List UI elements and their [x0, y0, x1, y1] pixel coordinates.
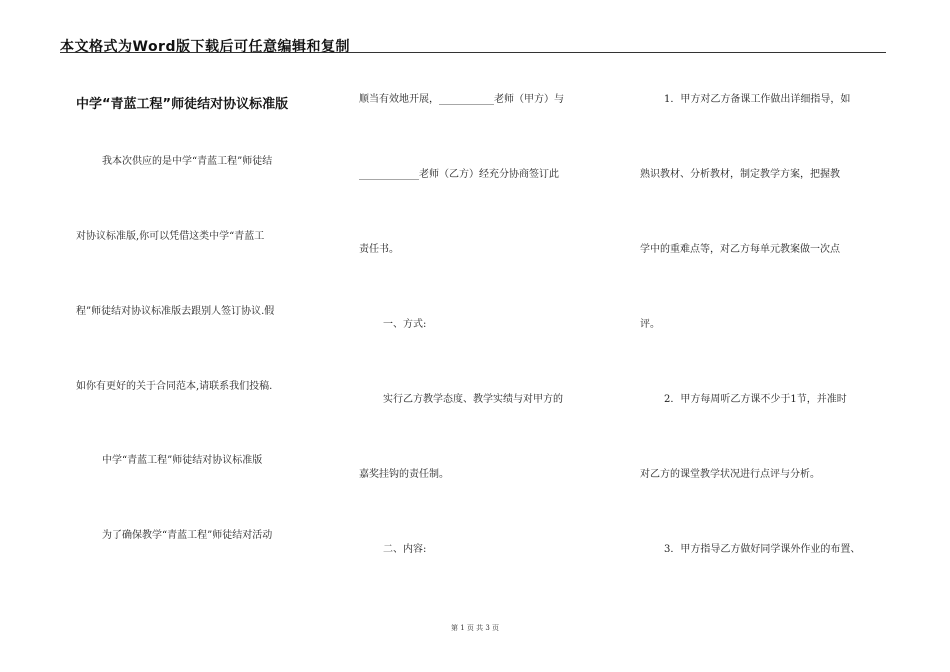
col3-line-2: 熟识教材、分析教材，制定教学方案，把握教 — [640, 169, 840, 180]
col2-line-6: 嘉奖挂钩的责任制。 — [359, 469, 449, 480]
col2-line-2: ____________老师（乙方）经充分协商签订此 — [359, 169, 559, 180]
header-rule — [60, 52, 886, 53]
col3-line-5: 2．甲方每周听乙方课不少于1节，并准时 — [664, 394, 847, 405]
col1-line-3: 程”师徒结对协议标准版去跟别人签订协议.假 — [76, 306, 275, 317]
col3-line-7: 3．甲方指导乙方做好同学课外作业的布置、 — [664, 544, 861, 555]
col2-line-1: 顺当有效地开展，___________老师（甲方）与 — [359, 94, 564, 105]
col1-line-1: 我本次供应的是中学“青蓝工程”师徒结 — [102, 156, 273, 167]
col1-line-6: 为了确保教学“青蓝工程”师徒结对活动 — [102, 530, 273, 541]
col2-section-content: 二、内容: — [383, 544, 427, 555]
col3-line-4: 评。 — [640, 319, 660, 330]
document-title: 中学“青蓝工程”师徒结对协议标准版 — [76, 97, 289, 112]
col1-line-5: 中学“青蓝工程”师徒结对协议标准版 — [102, 455, 263, 466]
col3-line-3: 学中的重难点等，对乙方每单元教案做一次点 — [640, 244, 840, 255]
col2-section-method: 一、方式: — [383, 319, 427, 330]
col1-line-2: 对协议标准版,你可以凭借这类中学“青蓝工 — [76, 231, 265, 242]
page-number: 第 1 页 共 3 页 — [450, 624, 500, 632]
col3-line-1: 1．甲方对乙方备课工作做出详细指导，如 — [664, 94, 851, 105]
col2-line-5: 实行乙方教学态度、教学实绩与对甲方的 — [383, 394, 563, 405]
col1-line-4: 如你有更好的关于合同范本,请联系我们投稿. — [76, 381, 273, 392]
col3-line-6: 对乙方的课堂教学状况进行点评与分析。 — [640, 469, 820, 480]
document-header: 本文格式为Word版下载后可任意编辑和复制 — [60, 39, 350, 55]
col2-line-3: 责任书。 — [359, 244, 399, 255]
